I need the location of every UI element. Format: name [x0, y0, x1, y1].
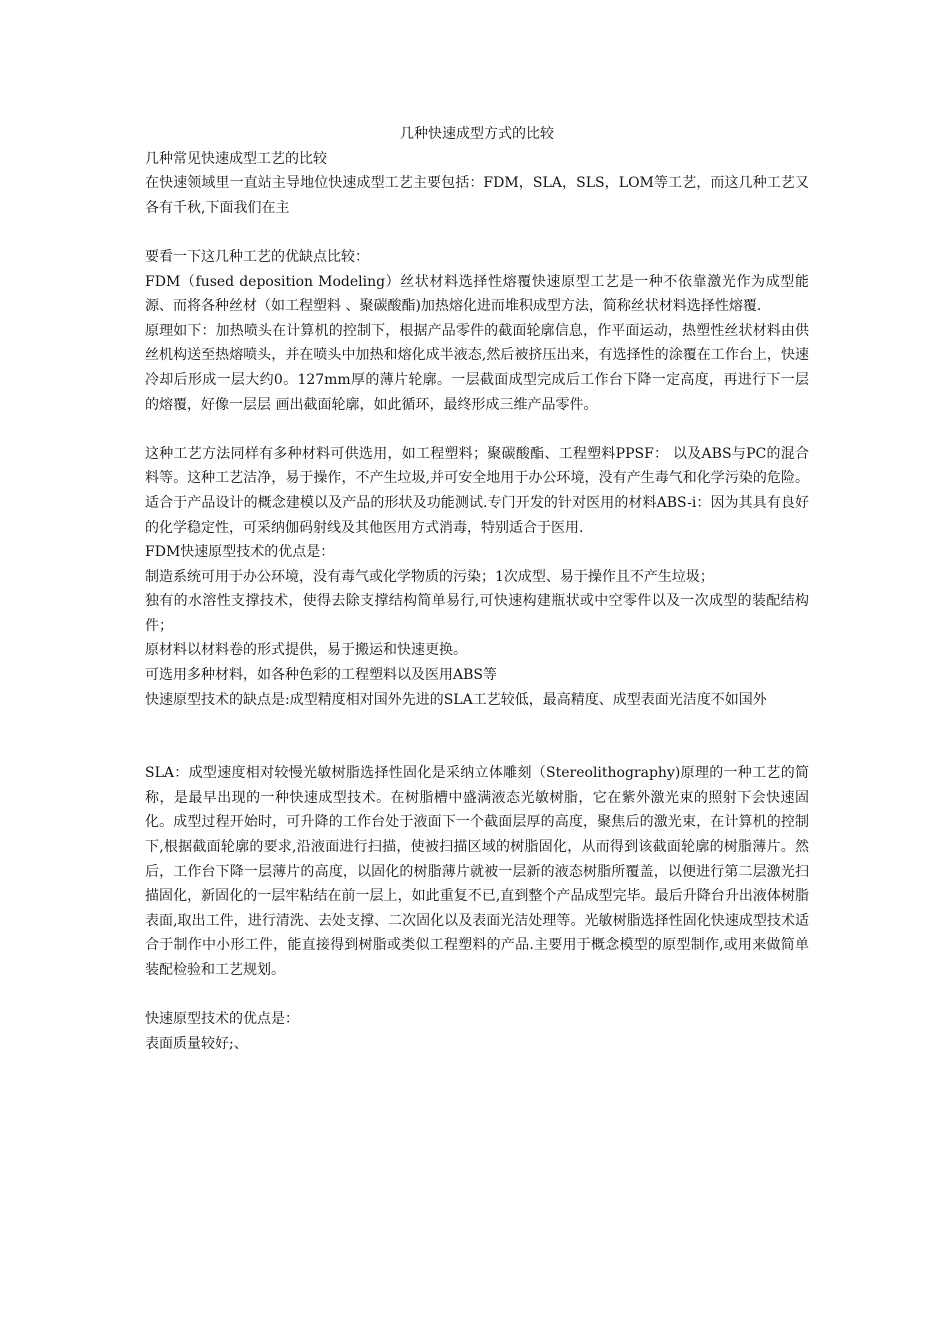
- paragraph-fdm-advantage-2: 独有的水溶性支撑技术，使得去除支撑结构简单易行,可快速构建瓶状或中空零件以及一次成型的装配结构件；: [145, 593, 809, 634]
- paragraph-fdm-disadvantages: 快速原型技术的缺点是:成型精度相对国外先进的SLA工艺较低，最高精度、成型表面光洁度不如国外: [145, 691, 767, 708]
- blank-line: [145, 712, 809, 761]
- document-title: 几种快速成型方式的比较: [400, 126, 554, 142]
- paragraph-fdm-definition: FDM（fused deposition Modeling）丝状材料选择性熔覆快速原型工艺是一种不依靠激光作为成型能源、而将各种丝材（如工程塑料 、聚碳酸酯)加热熔化进而堆积成型方法，简称丝状材料选择性熔覆.: [145, 273, 809, 315]
- blank-line: [145, 983, 809, 1008]
- paragraph-sla-advantage-1: 表面质量较好;、: [145, 1035, 248, 1052]
- blank-line: [145, 220, 809, 245]
- blank-line: [145, 417, 809, 442]
- paragraph-subtitle: 几种常见快速成型工艺的比较: [145, 150, 327, 167]
- paragraph-intro-continued: 要看一下这几种工艺的优缺点比较：: [145, 248, 369, 265]
- paragraph-fdm-principle: 原理如下：加热喷头在计算机的控制下，根据产品零件的截面轮廓信息，作平面运动，热塑性丝状材料由供丝机构送至热熔喷头，并在喷头中加热和熔化成半液态,然后被挤压出来，有选择性的涂覆在工作台上，快速冷却后形成一层大约0。127mm厚的薄片轮廓。一层截面成型完成后工作台下降一定高度，再进行下一层的熔覆，好像一层层 画出截面轮廓，如此循环，最终形成三维产品零件。: [145, 322, 809, 413]
- paragraph-intro: 在快速领域里一直站主导地位快速成型工艺主要包括：FDM，SLA，SLS，LOM等工艺，而这几种工艺又各有千秋,下面我们在主: [145, 175, 809, 216]
- document-page: [145, 122, 809, 1056]
- paragraph-fdm-advantage-1: 制造系统可用于办公环境，没有毒气或化学物质的污染；1次成型、易于操作且不产生垃圾；: [145, 568, 714, 585]
- paragraph-fdm-advantage-4: 可选用多种材料，如各种色彩的工程塑料以及医用ABS等: [145, 667, 497, 684]
- paragraph-fdm-materials: 这种工艺方法同样有多种材料可供选用，如工程塑料；聚碳酸酯、工程塑料PPSF： 以及ABS与PC的混合料等。这种工艺洁净，易于操作，不产生垃圾,并可安全地用于办公环境，没有产生毒气和化学污染的危险。适合于产品设计的概念建模以及产品的形状及功能测试.专门开发的针对医用的材料ABS-i：因为其具有良好的化学稳定性，可采纳伽码射线及其他医用方式消毒，特别适合于医用.: [145, 445, 809, 536]
- paragraph-sla-advantages-heading: 快速原型技术的优点是：: [145, 1011, 299, 1028]
- paragraph-fdm-advantage-3: 原材料以材料卷的形式提供，易于搬运和快速更换。: [145, 642, 467, 659]
- paragraph-fdm-advantages-heading: FDM快速原型技术的优点是：: [145, 544, 335, 561]
- paragraph-sla-description: SLA：成型速度相对较慢光敏树脂选择性固化是采纳立体雕刻（Stereolithography)原理的一种工艺的简称，是最早出现的一种快速成型技术。在树脂槽中盛满液态光敏树脂，它在紫外激光束的照射下会快速固化。成型过程开始时，可升降的工作台处于液面下一个截面层厚的高度，聚焦后的激光束，在计算机的控制下,根据截面轮廓的要求,沿液面进行扫描，使被扫描区域的树脂固化，从而得到该截面轮廓的树脂薄片。然后，工作台下降一层薄片的高度，以固化的树脂薄片就被一层新的液态树脂所覆盖，以便进行第二层激光扫描固化，新固化的一层牢粘结在前一层上，如此重复不已,直到整个产品成型完毕。最后升降台升出液体树脂表面,取出工件，进行清洗、去处支撑、二次固化以及表面光洁处理等。光敏树脂选择性固化快速成型技术适合于制作中小形工件，能直接得到树脂或类似工程塑料的产品.主要用于概念模型的原型制作,或用来做简单装配检验和工艺规划。: [145, 765, 809, 978]
